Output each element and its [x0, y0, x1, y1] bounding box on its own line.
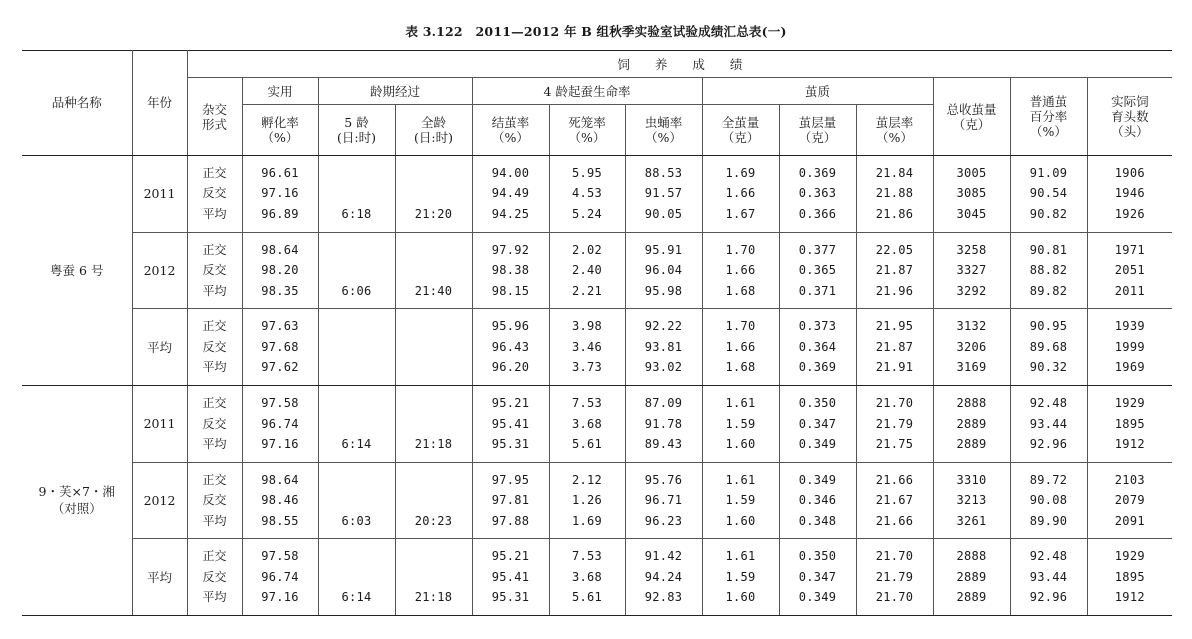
- shell-weight-cell: 0.377 0.365 0.371: [779, 232, 856, 309]
- instar-5-cell: 6:18: [318, 155, 395, 232]
- total-yield-cell: 3310 3213 3261: [933, 462, 1010, 539]
- instar-5-cell: 6:14: [318, 539, 395, 616]
- header-variety: 品种名称: [22, 51, 132, 156]
- year-cell: 2012: [132, 462, 187, 539]
- variety-name: 粤蚕 6 号: [22, 155, 132, 385]
- shell-weight-cell: 0.350 0.347 0.349: [779, 385, 856, 462]
- header-actual-larvae: 实际饲 育头数 （头）: [1087, 78, 1172, 156]
- hatch-rate-cell: 97.63 97.68 97.62: [242, 309, 318, 386]
- header-instar-duration: 龄期经过: [318, 78, 472, 105]
- shell-weight-cell: 0.373 0.364 0.369: [779, 309, 856, 386]
- header-whole-cocoon: 全茧量 （克）: [702, 105, 779, 155]
- header-feeding-results: 饲 养 成 绩: [187, 51, 1172, 78]
- normal-cocoon-cell: 91.09 90.54 90.82: [1010, 155, 1087, 232]
- whole-cocoon-cell: 1.61 1.59 1.60: [702, 385, 779, 462]
- total-yield-cell: 2888 2889 2889: [933, 385, 1010, 462]
- whole-cocoon-cell: 1.61 1.59 1.60: [702, 462, 779, 539]
- whole-cocoon-cell: 1.70 1.66 1.68: [702, 232, 779, 309]
- header-pupa-rate: 虫蛹率 （%）: [625, 105, 702, 155]
- shell-weight-cell: 0.349 0.346 0.348: [779, 462, 856, 539]
- cocooning-rate-cell: 94.00 94.49 94.25: [472, 155, 549, 232]
- cross-type-cell: 正交 反交 平均: [187, 462, 242, 539]
- table-row: [22, 539, 1172, 616]
- instar-all-cell: 20:23: [395, 462, 472, 539]
- hatch-rate-cell: 97.58 96.74 97.16: [242, 539, 318, 616]
- instar-all-cell: [395, 309, 472, 386]
- dead-cage-rate-cell: 7.53 3.68 5.61: [549, 385, 625, 462]
- dead-cage-rate-cell: 2.12 1.26 1.69: [549, 462, 625, 539]
- header-instar-5: 5 龄 (日:时): [318, 105, 395, 155]
- year-cell: 2011: [132, 385, 187, 462]
- header-shell-weight: 茧层量 （克）: [779, 105, 856, 155]
- total-yield-cell: 3258 3327 3292: [933, 232, 1010, 309]
- instar-5-cell: [318, 309, 395, 386]
- results-table: [22, 50, 1172, 616]
- header-cocoon-quality: 茧质: [702, 78, 933, 105]
- instar-5-cell: 6:03: [318, 462, 395, 539]
- header-total-yield: 总收茧量 （克）: [933, 78, 1010, 156]
- hatch-rate-cell: 96.61 97.16 96.89: [242, 155, 318, 232]
- normal-cocoon-cell: 92.48 93.44 92.96: [1010, 539, 1087, 616]
- pupa-rate-cell: 88.53 91.57 90.05: [625, 155, 702, 232]
- shell-rate-cell: 22.05 21.87 21.96: [856, 232, 933, 309]
- shell-weight-cell: 0.369 0.363 0.366: [779, 155, 856, 232]
- whole-cocoon-cell: 1.61 1.59 1.60: [702, 539, 779, 616]
- shell-weight-cell: 0.350 0.347 0.349: [779, 539, 856, 616]
- normal-cocoon-cell: 90.81 88.82 89.82: [1010, 232, 1087, 309]
- year-cell: 2012: [132, 232, 187, 309]
- table-row: [22, 309, 1172, 386]
- header-shell-rate: 茧层率 （%）: [856, 105, 933, 155]
- table-row: [22, 155, 1172, 232]
- normal-cocoon-cell: 92.48 93.44 92.96: [1010, 385, 1087, 462]
- dead-cage-rate-cell: 7.53 3.68 5.61: [549, 539, 625, 616]
- year-cell: 2011: [132, 155, 187, 232]
- year-cell: 平均: [132, 309, 187, 386]
- instar-all-cell: 21:18: [395, 539, 472, 616]
- shell-rate-cell: 21.66 21.67 21.66: [856, 462, 933, 539]
- cross-type-cell: 正交 反交 平均: [187, 155, 242, 232]
- cocooning-rate-cell: 97.95 97.81 97.88: [472, 462, 549, 539]
- dead-cage-rate-cell: 5.95 4.53 5.24: [549, 155, 625, 232]
- cocooning-rate-cell: 95.21 95.41 95.31: [472, 385, 549, 462]
- shell-rate-cell: 21.70 21.79 21.70: [856, 539, 933, 616]
- header-practical: 实用: [242, 78, 318, 105]
- cocooning-rate-cell: 97.92 98.38 98.15: [472, 232, 549, 309]
- header-instar-all: 全龄 (日:时): [395, 105, 472, 155]
- shell-rate-cell: 21.84 21.88 21.86: [856, 155, 933, 232]
- header-survival: 4 龄起蚕生命率: [472, 78, 702, 105]
- header-normal-cocoon: 普通茧 百分率 （%）: [1010, 78, 1087, 156]
- cross-type-cell: 正交 反交 平均: [187, 309, 242, 386]
- header-dead-cage-rate: 死笼率 （%）: [549, 105, 625, 155]
- cross-type-cell: 正交 反交 平均: [187, 385, 242, 462]
- instar-5-cell: 6:06: [318, 232, 395, 309]
- whole-cocoon-cell: 1.69 1.66 1.67: [702, 155, 779, 232]
- total-yield-cell: 3005 3085 3045: [933, 155, 1010, 232]
- instar-5-cell: 6:14: [318, 385, 395, 462]
- cross-type-cell: 正交 反交 平均: [187, 539, 242, 616]
- header-cross-type: 杂交 形式: [187, 78, 242, 156]
- instar-all-cell: 21:20: [395, 155, 472, 232]
- actual-larvae-cell: 1906 1946 1926: [1087, 155, 1172, 232]
- table-row: [22, 462, 1172, 539]
- actual-larvae-cell: 1929 1895 1912: [1087, 385, 1172, 462]
- header-year: 年份: [132, 51, 187, 156]
- pupa-rate-cell: 95.91 96.04 95.98: [625, 232, 702, 309]
- hatch-rate-cell: 98.64 98.20 98.35: [242, 232, 318, 309]
- total-yield-cell: 3132 3206 3169: [933, 309, 1010, 386]
- table-row: [22, 232, 1172, 309]
- shell-rate-cell: 21.95 21.87 21.91: [856, 309, 933, 386]
- instar-all-cell: 21:18: [395, 385, 472, 462]
- cocooning-rate-cell: 95.96 96.43 96.20: [472, 309, 549, 386]
- normal-cocoon-cell: 90.95 89.68 90.32: [1010, 309, 1087, 386]
- cocooning-rate-cell: 95.21 95.41 95.31: [472, 539, 549, 616]
- variety-name: 9・芙×7・湘 （对照）: [22, 385, 132, 615]
- shell-rate-cell: 21.70 21.79 21.75: [856, 385, 933, 462]
- actual-larvae-cell: 1939 1999 1969: [1087, 309, 1172, 386]
- total-yield-cell: 2888 2889 2889: [933, 539, 1010, 616]
- hatch-rate-cell: 97.58 96.74 97.16: [242, 385, 318, 462]
- table-row: [22, 385, 1172, 462]
- year-cell: 平均: [132, 539, 187, 616]
- whole-cocoon-cell: 1.70 1.66 1.68: [702, 309, 779, 386]
- instar-all-cell: 21:40: [395, 232, 472, 309]
- dead-cage-rate-cell: 3.98 3.46 3.73: [549, 309, 625, 386]
- pupa-rate-cell: 95.76 96.71 96.23: [625, 462, 702, 539]
- actual-larvae-cell: 1929 1895 1912: [1087, 539, 1172, 616]
- header-cocooning-rate: 结茧率 （%）: [472, 105, 549, 155]
- table-caption: 表 3.122 2011—2012 年 B 组秋季实验室试验成绩汇总表(一): [405, 24, 787, 39]
- pupa-rate-cell: 87.09 91.78 89.43: [625, 385, 702, 462]
- dead-cage-rate-cell: 2.02 2.40 2.21: [549, 232, 625, 309]
- actual-larvae-cell: 2103 2079 2091: [1087, 462, 1172, 539]
- cross-type-cell: 正交 反交 平均: [187, 232, 242, 309]
- pupa-rate-cell: 92.22 93.81 93.02: [625, 309, 702, 386]
- normal-cocoon-cell: 89.72 90.08 89.90: [1010, 462, 1087, 539]
- hatch-rate-cell: 98.64 98.46 98.55: [242, 462, 318, 539]
- actual-larvae-cell: 1971 2051 2011: [1087, 232, 1172, 309]
- pupa-rate-cell: 91.42 94.24 92.83: [625, 539, 702, 616]
- header-hatch-rate: 孵化率 （%）: [242, 105, 318, 155]
